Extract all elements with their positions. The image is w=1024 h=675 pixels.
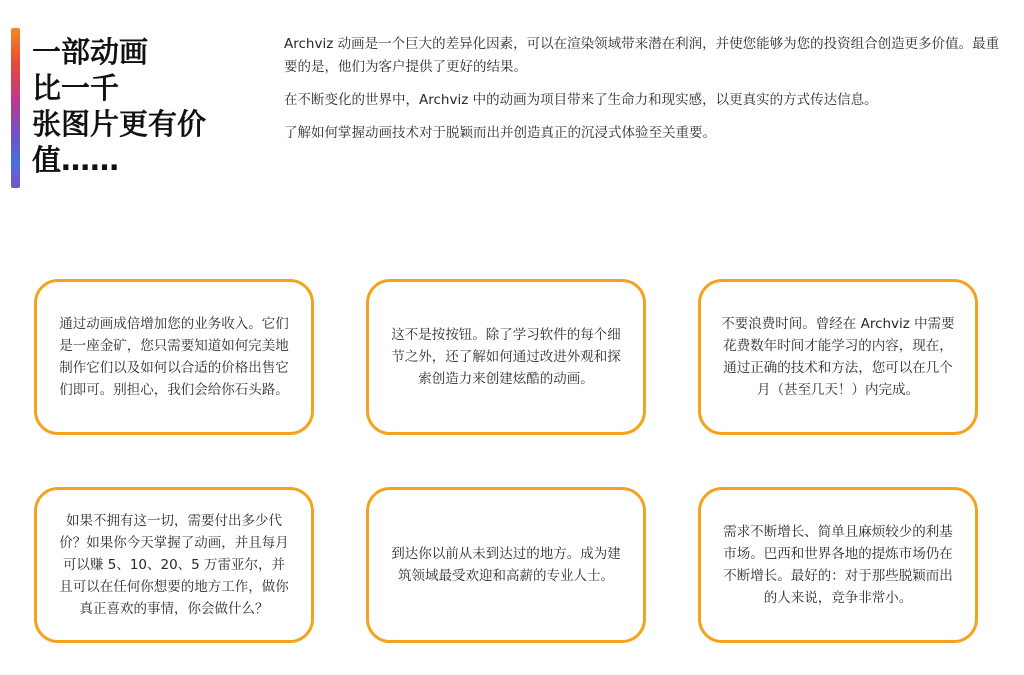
- page-title-line-2: 比一千: [32, 71, 120, 105]
- page-title-line-1: 一部动画: [32, 35, 149, 69]
- page-title-line-3: 张图片更有价: [32, 107, 207, 141]
- page-title: [32, 34, 272, 178]
- intro-paragraph-3: 了解如何掌握动画技术对于脱颖而出并创造真正的沉浸式体验至关重要。: [284, 125, 716, 141]
- intro-section: [284, 33, 1004, 155]
- benefit-card-career: [366, 487, 646, 643]
- page-title-line-4: 值……: [32, 143, 120, 177]
- intro-paragraph-2: 在不断变化的世界中，Archviz 中的动画为项目带来了生命力和现实感，以更真实的方式传达信息。: [284, 92, 878, 108]
- benefit-card-market: [698, 487, 978, 643]
- benefit-card-creativity: [366, 279, 646, 435]
- benefit-card-income: [34, 279, 314, 435]
- benefit-card-text: 到达你以前从未到达过的地方。成为建筑领域最受欢迎和高薪的专业人士。: [391, 546, 621, 584]
- benefit-card-text: 通过动画成倍增加您的业务收入。它们是一座金矿，您只需要知道如何完美地制作它们以及如何以合适的价格出售它们即可。别担心，我们会给你石头路。: [59, 316, 289, 398]
- benefit-card-time: [698, 279, 978, 435]
- accent-gradient-bar: [11, 28, 20, 188]
- benefit-card-cost: [34, 487, 314, 643]
- benefit-card-text: 这不是按按钮。除了学习软件的每个细节之外，还了解如何通过改进外观和探索创造力来创建炫酷的动画。: [391, 327, 621, 387]
- benefit-card-text: 如果不拥有这一切，需要付出多少代价？如果你今天掌握了动画，并且每月可以赚 5、10、20、5 万雷亚尔，并且可以在任何你想要的地方工作，做你真正喜欢的事情，你会做什么？: [59, 513, 289, 617]
- benefit-card-text: 不要浪费时间。曾经在 Archviz 中需要花费数年时间才能学习的内容，现在，通过正确的技术和方法，您可以在几个月（甚至几天！）内完成。: [721, 316, 955, 398]
- benefit-card-text: 需求不断增长、简单且麻烦较少的利基市场。巴西和世界各地的提炼市场仍在不断增长。最好的：对于那些脱颖而出的人来说，竞争非常小。: [723, 524, 953, 606]
- intro-paragraph-1: Archviz 动画是一个巨大的差异化因素，可以在渲染领域带来潜在利润，并使您能够为您的投资组合创造更多价值。最重要的是，他们为客户提供了更好的结果。: [284, 36, 1000, 75]
